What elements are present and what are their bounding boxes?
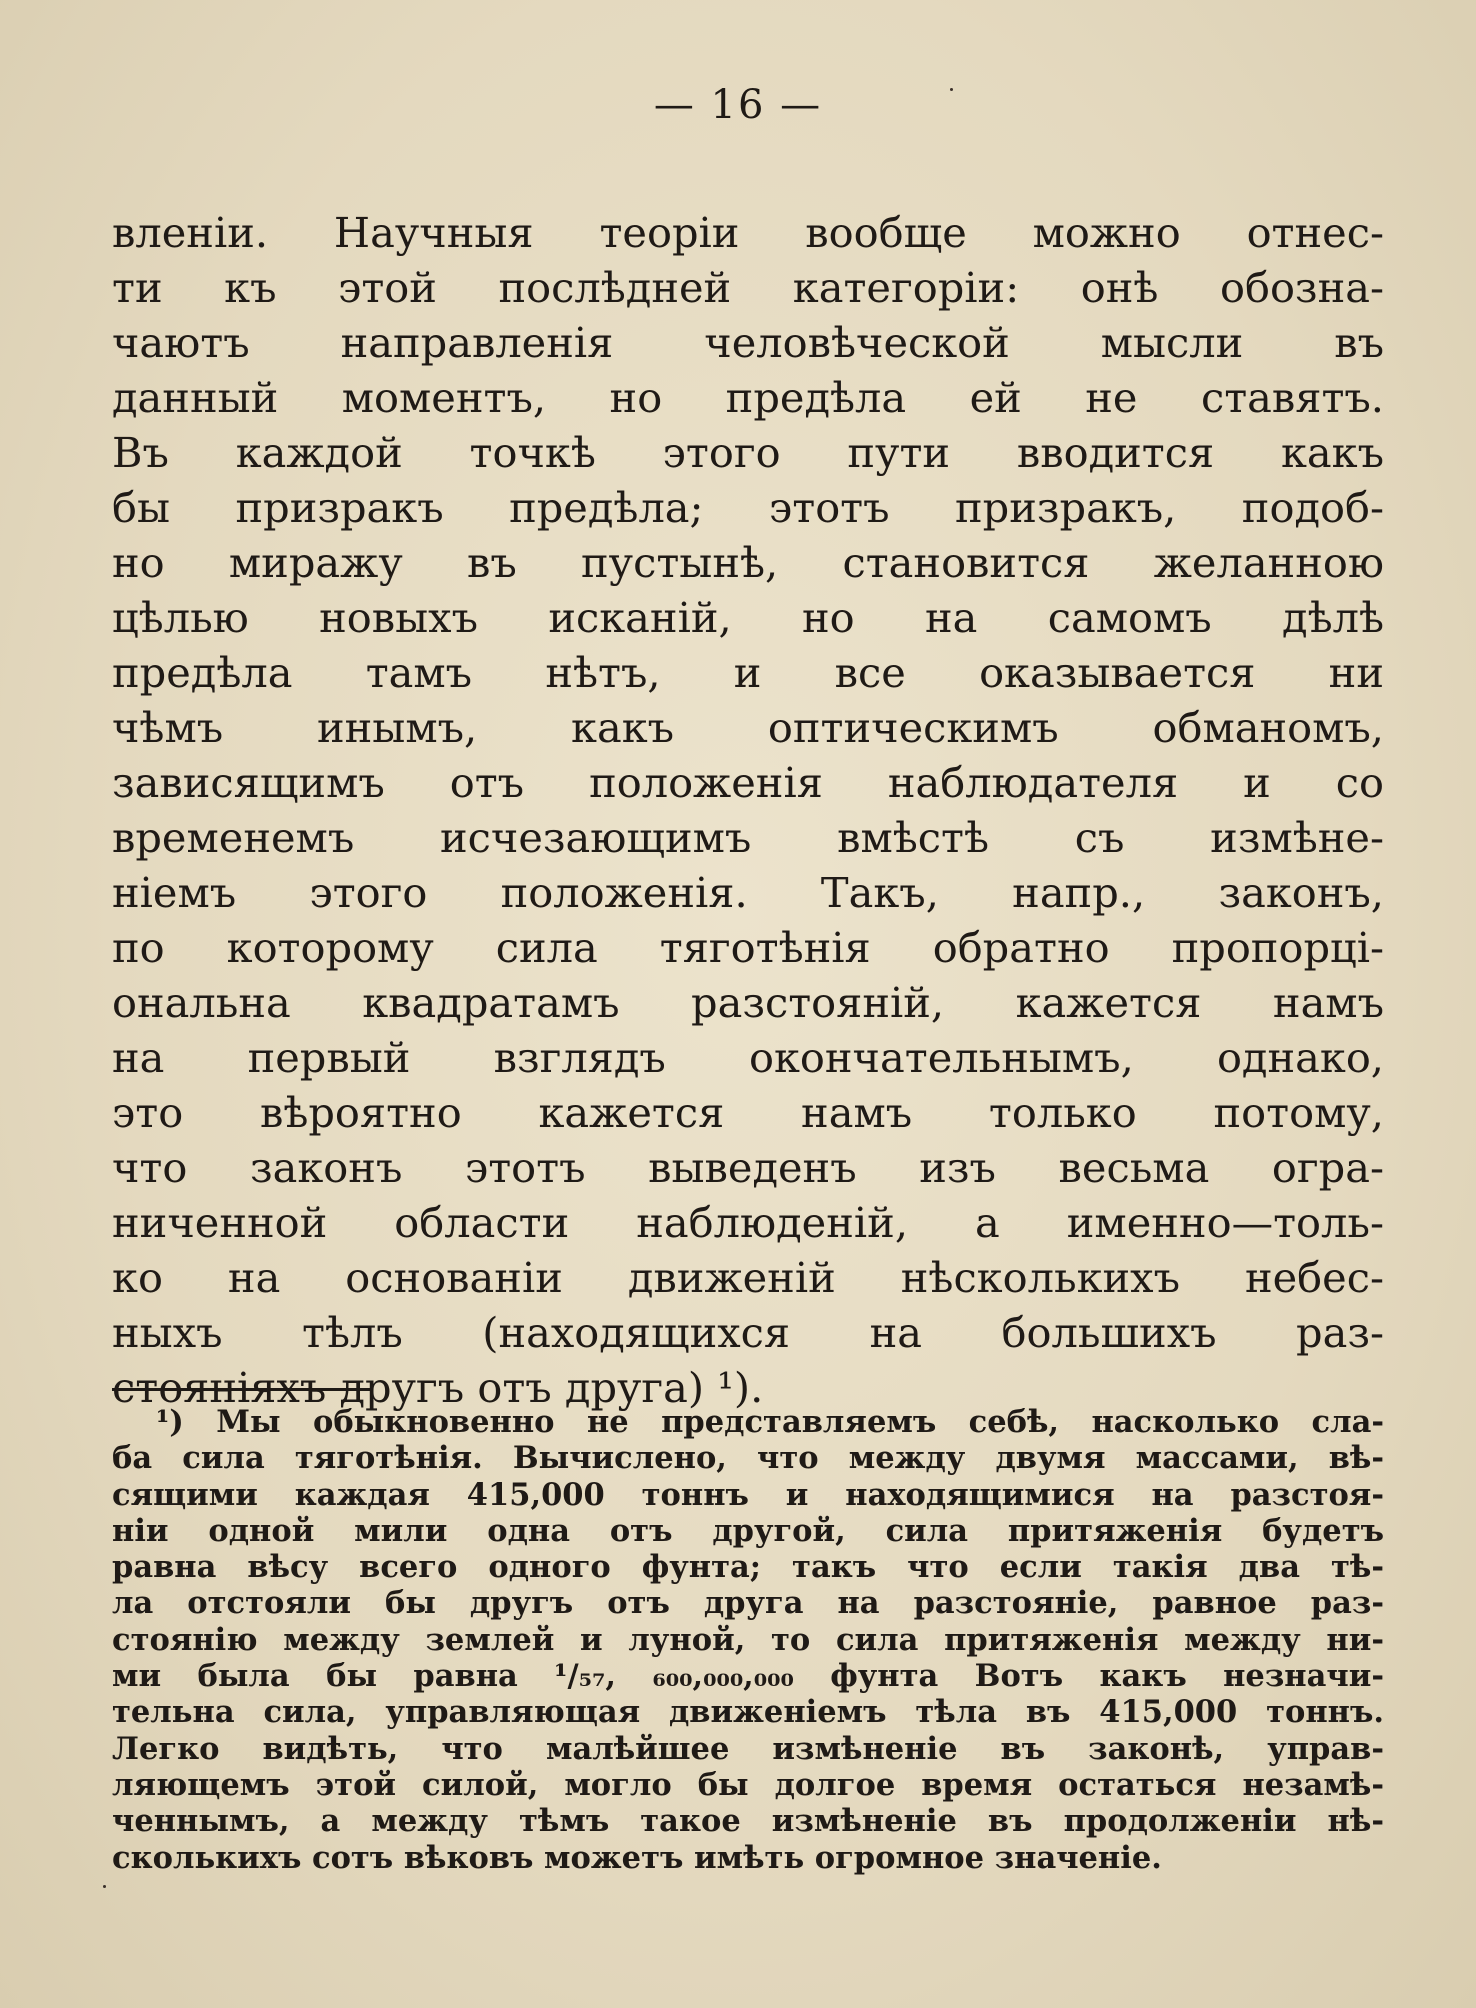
text-line: бы призракъ предѣла; этотъ призракъ, подоб- (112, 483, 1384, 532)
text-line: стояніяхъ другъ отъ друга) ¹). (112, 1363, 764, 1412)
text-line: чаютъ направленія человѣческой мысли въ (112, 318, 1384, 367)
footnote-line: стоянію между землей и луной, то сила притяженія между ни- (112, 1621, 1384, 1658)
text-line: предѣла тамъ нѣтъ, и все оказывается ни (112, 648, 1384, 697)
text-line: ональна квадратамъ разстояній, кажется намъ (112, 978, 1384, 1027)
footnote-line: тельна сила, управляющая движеніемъ тѣла въ 415,000 тоннъ. (112, 1694, 1384, 1731)
text-line: чѣмъ инымъ, какъ оптическимъ обманомъ, (112, 703, 1384, 752)
footnote-line: ляющемъ этой силой, могло бы долгое время остаться незамѣ- (112, 1766, 1384, 1803)
footnote-line: ніи одной мили одна отъ другой, сила притяженія будетъ (112, 1512, 1384, 1549)
footnote-line: ба сила тяготѣнія. Вычислено, что между двумя массами, вѣ- (112, 1440, 1384, 1477)
footnote-line: ¹) Мы обыкновенно не представляемъ себѣ, насколько сла- (156, 1404, 1384, 1440)
text-line: ниченной области наблюденій, а именно—толь- (112, 1198, 1384, 1247)
text-line: ныхъ тѣлъ (находящихся на большихъ раз- (112, 1308, 1384, 1357)
text-line: это вѣроятно кажется намъ только потому, (112, 1088, 1384, 1137)
paper-speck (950, 88, 953, 91)
text-line: данный моментъ, но предѣла ей не ставятъ. (112, 373, 1384, 422)
footnote-line: равна вѣсу всего одного фунта; такъ что если такія два тѣ- (112, 1549, 1384, 1586)
footnote-line: ла отстояли бы другъ отъ друга на разстояніе, равное раз- (112, 1585, 1384, 1622)
text-line: но миражу въ пустынѣ, становится желанною (112, 538, 1384, 587)
text-line: цѣлью новыхъ исканій, но на самомъ дѣлѣ (112, 593, 1384, 642)
footnote-line: ми была бы равна ¹/₅₇, ₆₀₀,₀₀₀,₀₀₀ фунта Вотъ какъ незначи- (112, 1658, 1384, 1695)
text-line: ти къ этой послѣдней категоріи: онѣ обозна- (112, 263, 1384, 312)
text-line: временемъ исчезающимъ вмѣстѣ съ измѣне- (112, 813, 1384, 862)
text-line: зависящимъ отъ положенія наблюдателя и со (112, 758, 1384, 807)
footnote-line: сящими каждая 415,000 тоннъ и находящимися на разстоя- (112, 1476, 1384, 1513)
footnote-line: сколькихъ сотъ вѣковъ можетъ имѣть огромное значеніе. (112, 1839, 1162, 1876)
text-line: ніемъ этого положенія. Такъ, напр., законъ, (112, 868, 1384, 917)
text-line: по которому сила тяготѣнія обратно пропорці- (112, 923, 1384, 972)
text-line: ко на основаніи движеній нѣсколькихъ небес- (112, 1253, 1384, 1302)
text-line: что законъ этотъ выведенъ изъ весьма огра- (112, 1143, 1384, 1192)
text-line: на первый взглядъ окончательнымъ, однако, (112, 1033, 1384, 1082)
footnote-separator (112, 1388, 372, 1391)
main-text-block (112, 205, 1384, 1415)
page-number: — 16 — (653, 82, 823, 128)
paper-speck (103, 1885, 106, 1888)
footnote-line: ченнымъ, а между тѣмъ такое измѣненіе въ продолженіи нѣ- (112, 1803, 1384, 1840)
text-line: Въ каждой точкѣ этого пути вводится какъ (112, 428, 1384, 477)
footnote-block (112, 1404, 1384, 1876)
footnote-line: Легко видѣть, что малѣйшее измѣненіе въ законѣ, управ- (112, 1730, 1384, 1767)
text-line: вленіи. Научныя теоріи вообще можно отнес- (112, 208, 1384, 257)
